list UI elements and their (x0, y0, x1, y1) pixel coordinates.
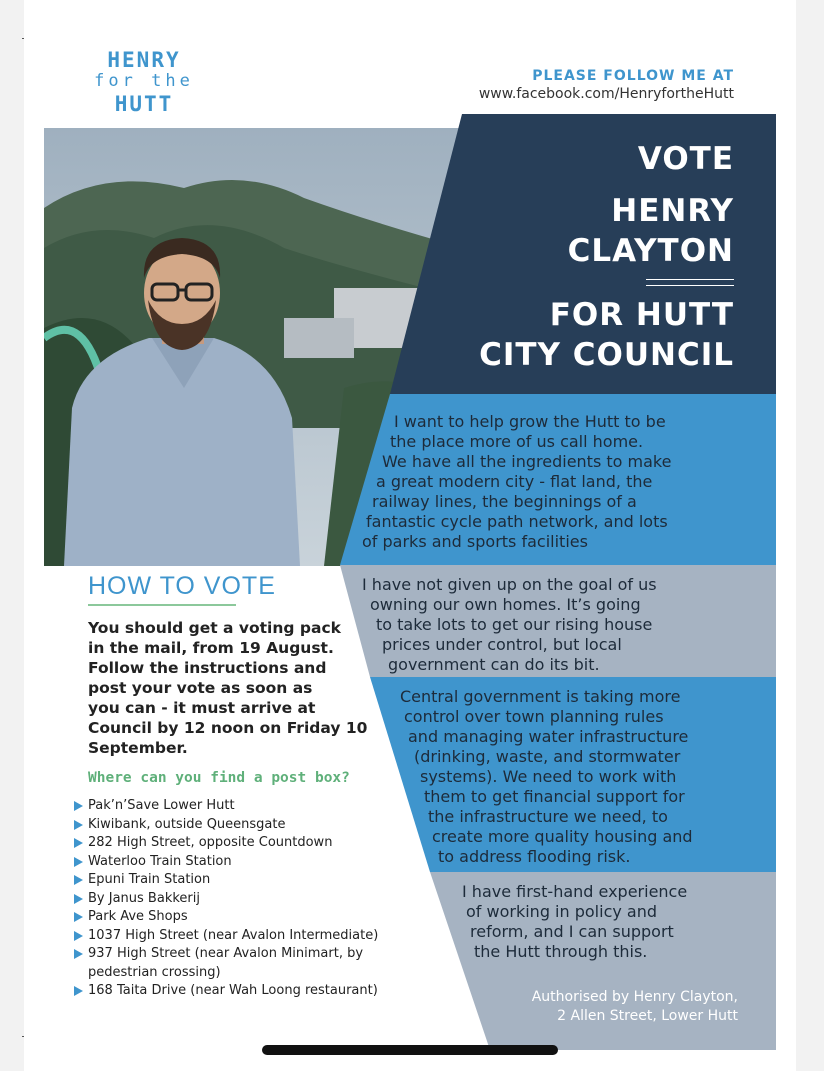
facebook-url: www.facebook.com/HenryfortheHutt (478, 86, 734, 102)
statement-line: to address flooding risk. (438, 847, 631, 866)
authorisation-line-1: Authorised by Henry Clayton, (531, 989, 738, 1005)
statement-line: of parks and sports facilities (362, 532, 588, 551)
list-item-continuation (74, 964, 434, 983)
location-text: pedestrian crossing) (88, 964, 221, 980)
flyer-page (24, 0, 796, 1071)
home-indicator[interactable] (262, 1045, 558, 1055)
statement-line: government can do its bit. (388, 655, 600, 674)
statement-line: to take lots to get our rising house (376, 615, 653, 634)
list-item (74, 816, 434, 835)
post-box-heading: Where can you find a post box? (88, 770, 350, 786)
statement-line: a great modern city - flat land, the (376, 472, 653, 491)
arrow-icon (74, 857, 83, 867)
authorisation-statement (532, 988, 738, 1026)
list-item (74, 908, 434, 927)
instruction-line: you can - it must arrive at (88, 699, 316, 717)
instruction-line: post your vote as soon as (88, 679, 313, 697)
statement-line: fantastic cycle path network, and lots (366, 512, 668, 531)
arrow-icon (74, 801, 83, 811)
statement-line: them to get financial support for (424, 787, 685, 806)
headline-clayton: CLAYTON (567, 233, 734, 269)
statement-line: the infrastructure we need, to (428, 807, 668, 826)
location-text: 937 High Street (near Avalon Minimart, by (88, 946, 364, 961)
statement-line: We have all the ingredients to make (382, 452, 672, 471)
list-item (74, 927, 434, 946)
arrow-icon (74, 912, 83, 922)
location-text: Waterloo Train Station (88, 853, 232, 869)
statement-line: I have first-hand experience (462, 882, 688, 901)
how-to-vote-instructions (88, 618, 388, 758)
statement-line: control over town planning rules (404, 707, 664, 726)
arrow-icon (74, 875, 83, 885)
arrow-icon (74, 986, 83, 996)
arrow-icon (74, 949, 83, 959)
statement-line: the place more of us call home. (390, 432, 644, 451)
statement-line: I have not given up on the goal of us (362, 575, 657, 594)
list-item (74, 945, 434, 964)
logo-line-for-the: for the (94, 71, 194, 92)
statement-line: and managing water infrastructure (408, 727, 689, 746)
list-item (74, 797, 434, 816)
location-text: Epuni Train Station (88, 872, 211, 887)
instruction-line: Council by 12 noon on Friday 10 (88, 719, 368, 737)
headline-city-council: CITY COUNCIL (479, 337, 734, 373)
statement-line: railway lines, the beginnings of a (372, 492, 637, 511)
instruction-line: in the mail, from 19 August. (88, 639, 334, 657)
list-item (74, 853, 434, 872)
statement-line: owning our own homes. It’s going (370, 595, 641, 614)
how-to-vote-heading: HOW TO VOTE (88, 572, 276, 600)
statement-line: (drinking, waste, and stormwater (414, 747, 681, 766)
arrow-icon (74, 931, 83, 941)
location-text: Park Ave Shops (88, 909, 188, 924)
authorisation-line-2: 2 Allen Street, Lower Hutt (557, 1008, 738, 1024)
arrow-icon (74, 820, 83, 830)
logo-line-hutt: HUTT (114, 91, 174, 116)
statement-line: of working in policy and (466, 902, 658, 921)
list-item (74, 982, 434, 1001)
statement-line: I want to help grow the Hutt to be (394, 412, 666, 431)
instruction-line: You should get a voting pack (88, 619, 341, 637)
location-text: 282 High Street, opposite Countdown (88, 835, 333, 850)
instruction-line: Follow the instructions and (88, 659, 327, 677)
arrow-icon (74, 894, 83, 904)
post-box-list (74, 797, 434, 1001)
follow-heading: PLEASE FOLLOW ME AT (532, 68, 734, 84)
statement-line: reform, and I can support (470, 922, 674, 941)
arrow-icon (74, 838, 83, 848)
location-text: 168 Taita Drive (near Wah Loong restaurant) (88, 983, 378, 998)
statement-line: create more quality housing and (432, 827, 693, 846)
list-item (74, 834, 434, 853)
headline-vote: VOTE (637, 141, 734, 177)
statement-line: prices under control, but local (382, 635, 622, 654)
list-item (74, 871, 434, 890)
location-text: Pak’n’Save Lower Hutt (88, 798, 235, 813)
statement-line: the Hutt through this. (474, 942, 648, 961)
headline-for-hutt: FOR HUTT (549, 297, 734, 333)
headline-henry: HENRY (611, 193, 734, 229)
statement-grow-hutt (24, 412, 671, 552)
instruction-line: September. (88, 739, 188, 757)
list-item (74, 890, 434, 909)
headline-divider (646, 279, 734, 286)
location-text: By Janus Bakkerij (88, 890, 200, 906)
statement-line: systems). We need to work with (420, 767, 677, 786)
statement-line: Central government is taking more (400, 687, 681, 706)
location-text: Kiwibank, outside Queensgate (88, 816, 286, 832)
logo-line-henry: HENRY (107, 48, 181, 72)
location-text: 1037 High Street (near Avalon Intermediate) (88, 927, 379, 943)
how-to-vote-underline (88, 604, 236, 606)
